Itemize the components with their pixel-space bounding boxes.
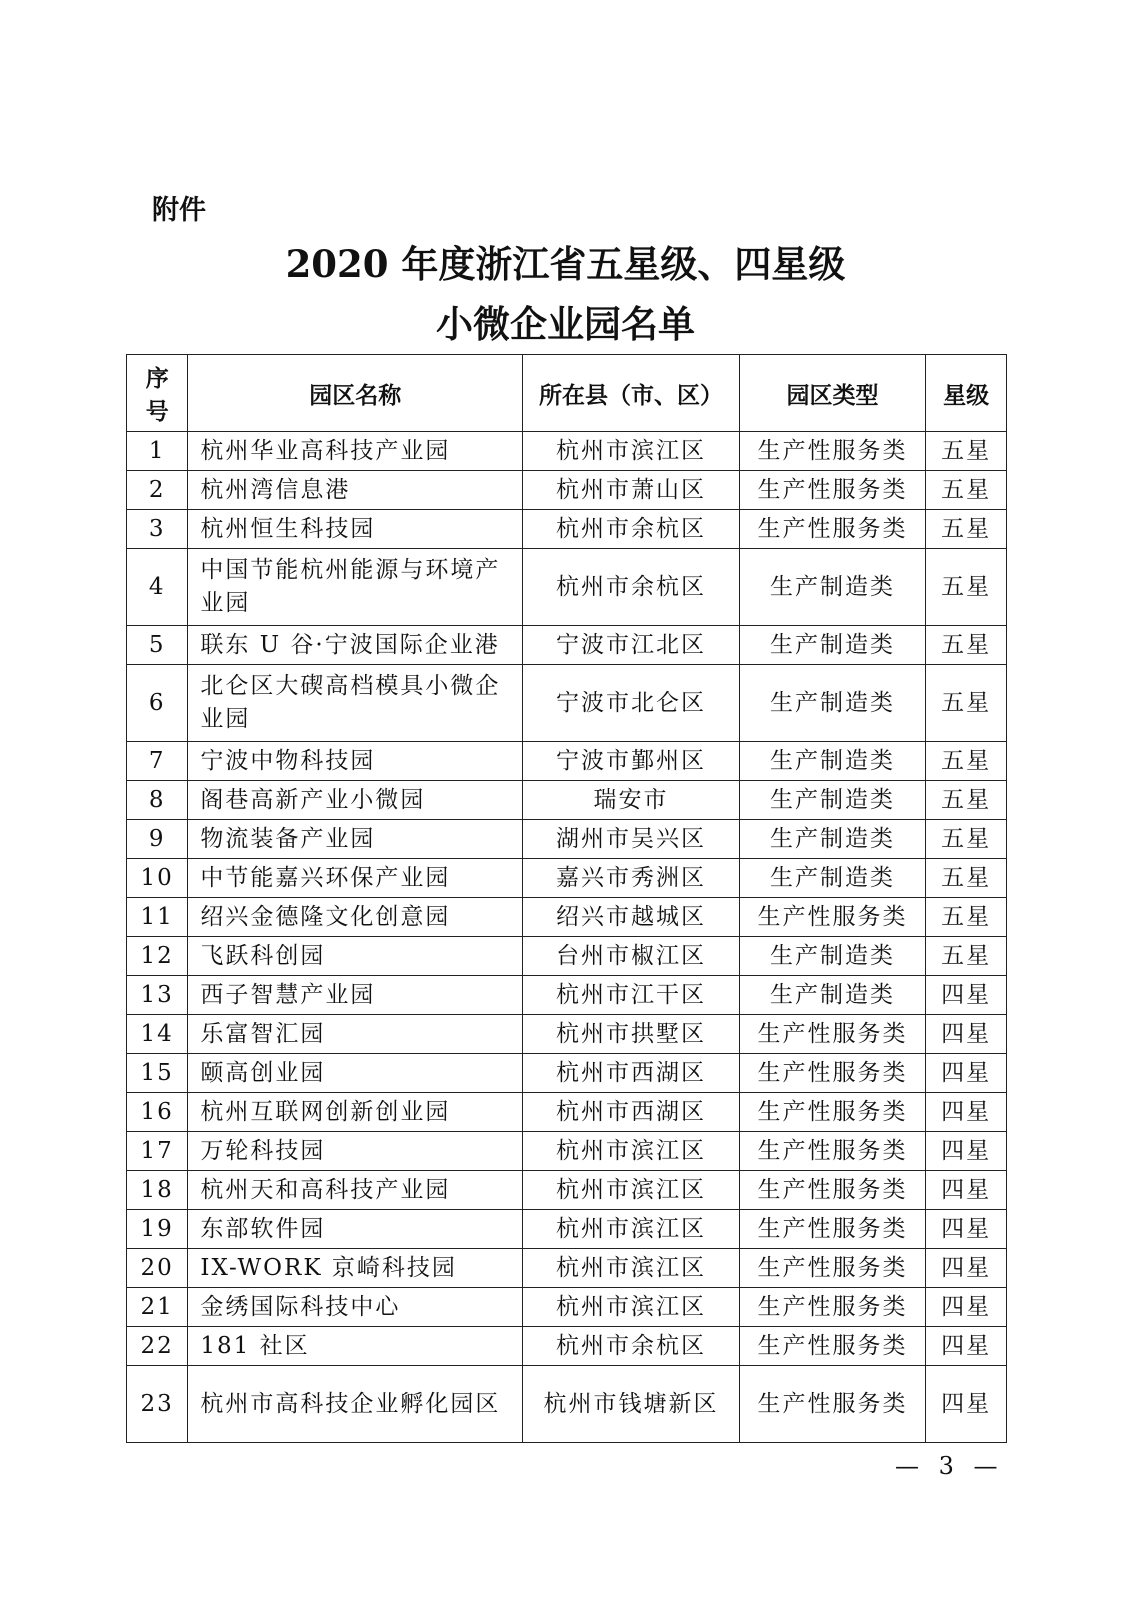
- cell-index: 19: [127, 1210, 188, 1249]
- cell-park-type: 生产制造类: [739, 859, 925, 898]
- table-row: [127, 471, 1007, 510]
- table-row: [127, 1327, 1007, 1366]
- cell-park-type: 生产性服务类: [739, 471, 925, 510]
- cell-index: 1: [127, 432, 188, 471]
- cell-park-type: 生产性服务类: [739, 1327, 925, 1366]
- cell-location: 杭州市滨江区: [522, 1132, 739, 1171]
- cell-index: 12: [127, 937, 188, 976]
- cell-rating: 五星: [926, 549, 1007, 626]
- cell-rating: 五星: [926, 432, 1007, 471]
- cell-index: 5: [127, 626, 188, 665]
- table-row: [127, 510, 1007, 549]
- cell-park-name: 杭州天和高科技产业园: [188, 1171, 523, 1210]
- cell-park-type: 生产性服务类: [739, 1093, 925, 1132]
- table-row: [127, 1093, 1007, 1132]
- cell-location: 瑞安市: [522, 781, 739, 820]
- cell-park-type: 生产性服务类: [739, 432, 925, 471]
- cell-rating: 五星: [926, 898, 1007, 937]
- cell-park-name: 物流装备产业园: [188, 820, 523, 859]
- cell-location: 杭州市西湖区: [522, 1054, 739, 1093]
- cell-park-name: 181 社区: [188, 1327, 523, 1366]
- table-row: [127, 1288, 1007, 1327]
- cell-index: 21: [127, 1288, 188, 1327]
- cell-location: 杭州市江干区: [522, 976, 739, 1015]
- cell-rating: 四星: [926, 1327, 1007, 1366]
- table-row: [127, 820, 1007, 859]
- cell-park-type: 生产性服务类: [739, 1288, 925, 1327]
- cell-park-type: 生产性服务类: [739, 898, 925, 937]
- cell-rating: 四星: [926, 1015, 1007, 1054]
- table-row: [127, 549, 1007, 626]
- cell-location: 杭州市钱塘新区: [522, 1366, 739, 1443]
- cell-park-type: 生产性服务类: [739, 1015, 925, 1054]
- cell-rating: 五星: [926, 859, 1007, 898]
- cell-park-name: 金绣国际科技中心: [188, 1288, 523, 1327]
- table-header-row: [127, 355, 1007, 432]
- cell-rating: 四星: [926, 1288, 1007, 1327]
- cell-rating: 五星: [926, 742, 1007, 781]
- cell-location: 杭州市余杭区: [522, 510, 739, 549]
- cell-location: 杭州市余杭区: [522, 549, 739, 626]
- cell-park-type: 生产制造类: [739, 665, 925, 742]
- cell-location: 杭州市余杭区: [522, 1327, 739, 1366]
- table-row: [127, 976, 1007, 1015]
- header-index: [127, 355, 188, 432]
- table-row: [127, 1171, 1007, 1210]
- cell-park-name: 北仑区大碶高档模具小微企业园: [188, 665, 523, 742]
- cell-location: 台州市椒江区: [522, 937, 739, 976]
- header-rating: 星级: [926, 355, 1007, 432]
- cell-park-name: 乐富智汇园: [188, 1015, 523, 1054]
- cell-park-name: 联东 U 谷·宁波国际企业港: [188, 626, 523, 665]
- cell-rating: 四星: [926, 1366, 1007, 1443]
- cell-park-type: 生产制造类: [739, 626, 925, 665]
- cell-park-type: 生产性服务类: [739, 1249, 925, 1288]
- cell-rating: 四星: [926, 976, 1007, 1015]
- cell-park-name: 中国节能杭州能源与环境产业园: [188, 549, 523, 626]
- cell-rating: 五星: [926, 626, 1007, 665]
- table-row: [127, 1210, 1007, 1249]
- cell-index: 20: [127, 1249, 188, 1288]
- document-title-line1: 2020 年度浙江省五星级、四星级: [285, 242, 846, 286]
- cell-index: 8: [127, 781, 188, 820]
- cell-location: 宁波市北仑区: [522, 665, 739, 742]
- cell-rating: 四星: [926, 1054, 1007, 1093]
- cell-park-type: 生产性服务类: [739, 510, 925, 549]
- page-number: — 3 —: [895, 1452, 1004, 1480]
- header-index-line1: 序: [145, 366, 169, 392]
- cell-index: 7: [127, 742, 188, 781]
- cell-location: 杭州市拱墅区: [522, 1015, 739, 1054]
- cell-index: 3: [127, 510, 188, 549]
- cell-index: 14: [127, 1015, 188, 1054]
- cell-park-type: 生产性服务类: [739, 1054, 925, 1093]
- cell-index: 17: [127, 1132, 188, 1171]
- cell-location: 杭州市滨江区: [522, 1171, 739, 1210]
- cell-location: 杭州市滨江区: [522, 1288, 739, 1327]
- header-location: 所在县（市、区）: [522, 355, 739, 432]
- header-type: 园区类型: [739, 355, 925, 432]
- cell-index: 13: [127, 976, 188, 1015]
- park-list-table: [126, 354, 1007, 1443]
- table-row: [127, 432, 1007, 471]
- cell-rating: 四星: [926, 1171, 1007, 1210]
- cell-location: 宁波市鄞州区: [522, 742, 739, 781]
- attachment-label: 附件: [152, 195, 206, 226]
- cell-location: 杭州市滨江区: [522, 1210, 739, 1249]
- table-row: [127, 859, 1007, 898]
- cell-location: 杭州市滨江区: [522, 432, 739, 471]
- cell-park-name: 杭州市高科技企业孵化园区: [188, 1366, 523, 1443]
- cell-index: 9: [127, 820, 188, 859]
- table-row: [127, 1249, 1007, 1288]
- cell-park-name: 杭州华业高科技产业园: [188, 432, 523, 471]
- cell-location: 杭州市萧山区: [522, 471, 739, 510]
- cell-rating: 四星: [926, 1093, 1007, 1132]
- cell-index: 10: [127, 859, 188, 898]
- cell-location: 杭州市西湖区: [522, 1093, 739, 1132]
- cell-park-type: 生产性服务类: [739, 1132, 925, 1171]
- cell-rating: 五星: [926, 510, 1007, 549]
- cell-index: 15: [127, 1054, 188, 1093]
- table-row: [127, 742, 1007, 781]
- table-row: [127, 781, 1007, 820]
- cell-rating: 五星: [926, 665, 1007, 742]
- header-name: 园区名称: [188, 355, 523, 432]
- table-row: [127, 1132, 1007, 1171]
- cell-park-type: 生产制造类: [739, 976, 925, 1015]
- cell-park-name: 中节能嘉兴环保产业园: [188, 859, 523, 898]
- cell-park-type: 生产制造类: [739, 549, 925, 626]
- cell-park-name: 颐高创业园: [188, 1054, 523, 1093]
- table-row: [127, 937, 1007, 976]
- cell-park-type: 生产性服务类: [739, 1171, 925, 1210]
- cell-park-name: 杭州恒生科技园: [188, 510, 523, 549]
- cell-park-name: 万轮科技园: [188, 1132, 523, 1171]
- cell-rating: 五星: [926, 471, 1007, 510]
- cell-location: 湖州市吴兴区: [522, 820, 739, 859]
- cell-rating: 五星: [926, 820, 1007, 859]
- header-index-line2: 号: [145, 399, 169, 425]
- document-title-line2: 小微企业园名单: [436, 302, 695, 346]
- cell-rating: 五星: [926, 781, 1007, 820]
- cell-index: 23: [127, 1366, 188, 1443]
- cell-rating: 四星: [926, 1210, 1007, 1249]
- cell-park-name: 西子智慧产业园: [188, 976, 523, 1015]
- table-row: [127, 1366, 1007, 1443]
- table-row: [127, 1015, 1007, 1054]
- table-row: [127, 1054, 1007, 1093]
- cell-index: 6: [127, 665, 188, 742]
- cell-park-name: 阁巷高新产业小微园: [188, 781, 523, 820]
- cell-rating: 五星: [926, 937, 1007, 976]
- cell-index: 2: [127, 471, 188, 510]
- cell-index: 4: [127, 549, 188, 626]
- cell-park-type: 生产制造类: [739, 742, 925, 781]
- cell-park-type: 生产性服务类: [739, 1210, 925, 1249]
- cell-park-name: 东部软件园: [188, 1210, 523, 1249]
- table-row: [127, 626, 1007, 665]
- cell-park-name: IX-WORK 京崎科技园: [188, 1249, 523, 1288]
- table-row: [127, 898, 1007, 937]
- table-row: [127, 665, 1007, 742]
- cell-park-type: 生产制造类: [739, 820, 925, 859]
- cell-index: 18: [127, 1171, 188, 1210]
- cell-park-name: 飞跃科创园: [188, 937, 523, 976]
- cell-index: 16: [127, 1093, 188, 1132]
- cell-park-type: 生产性服务类: [739, 1366, 925, 1443]
- cell-index: 11: [127, 898, 188, 937]
- cell-location: 宁波市江北区: [522, 626, 739, 665]
- cell-park-type: 生产制造类: [739, 781, 925, 820]
- cell-location: 绍兴市越城区: [522, 898, 739, 937]
- cell-park-type: 生产制造类: [739, 937, 925, 976]
- cell-index: 22: [127, 1327, 188, 1366]
- cell-location: 嘉兴市秀洲区: [522, 859, 739, 898]
- cell-rating: 四星: [926, 1249, 1007, 1288]
- cell-rating: 四星: [926, 1132, 1007, 1171]
- cell-park-name: 杭州湾信息港: [188, 471, 523, 510]
- cell-location: 杭州市滨江区: [522, 1249, 739, 1288]
- cell-park-name: 宁波中物科技园: [188, 742, 523, 781]
- cell-park-name: 杭州互联网创新创业园: [188, 1093, 523, 1132]
- cell-park-name: 绍兴金德隆文化创意园: [188, 898, 523, 937]
